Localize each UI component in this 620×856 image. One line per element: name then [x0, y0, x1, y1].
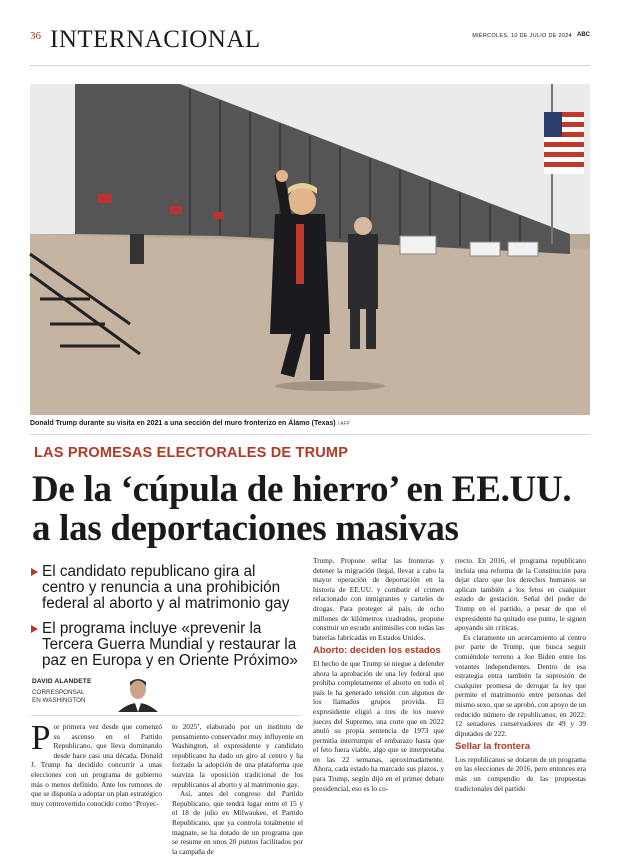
kicker: LAS PROMESAS ELECTORALES DE TRUMP	[34, 445, 349, 461]
page-number: 36	[30, 30, 41, 42]
body-paragraph: or primera vez desde que comenzó su ascenso en el Partido Republicano, que lleva dominando desde hace casi una década, Donald J. Trump ha decidido concurrir a unas elecciones con un programa de gobierno más o menos definido. Ante los rumores de que se disponía a adoptar un plan estratégico muy controvertido conocido como ‘Proyec-	[31, 722, 162, 808]
body-paragraph: El hecho de que Trump se niegue a defender ahora la aprobación de una ley federal que prohíba completamente el aborto en todo el país le ha generado tensión con algunos de los llamados grupos provida. El expresidente eligió a tres de los nueve jueces del Supremo, una corte que en 2022 anuló su propia sentencia de 1973 que permitía interrumpir el embarazo hasta que el feto fuera viable, algo que se interpretaba en las 22 semanas, aproximadamente. Ahora, cada estado ha marcado sus plazos, y para Trump, según dijo en el primer debate presidencial, eso es lo co-	[313, 658, 444, 793]
photo-caption	[30, 420, 590, 427]
author-portrait	[114, 676, 162, 712]
drop-cap: P	[31, 718, 51, 757]
author-avatar	[114, 676, 162, 712]
body-paragraph: Trump. Propone sellar las fronteras y detener la migración ilegal, llevar a cabo la mayor operación de deportación en la historia de EE.UU. y combatir el crimen relacionado con inmigrantes y carteles de drogas. Para proteger al país, de ocho millones de kilómetros cuadrados, propone construir un escudo antimisiles con todas las baterías fabricadas en Estados Unidos.	[313, 556, 444, 642]
body-paragraph: Así, antes del congreso del Partido Republicano, que tendrá lugar entre el 15 y el 18 de julio en Milwaukee, el Partido Republicano, que ya controla totalmente el magnate, se ha dotado de un programa que se resume en unos 20 puntos facilitados por la campaña de	[172, 789, 303, 856]
headline-line-2: a las deportaciones masivas	[32, 508, 459, 549]
body-column-2	[172, 722, 303, 856]
subheading-aborto: Aborto: deciden los estados	[313, 645, 441, 657]
headline	[32, 470, 592, 548]
triangle-bullet-icon	[31, 568, 38, 576]
body-column-3	[313, 556, 444, 793]
subheading-frontera: Sellar la frontera	[455, 741, 530, 753]
body-paragraph: rrecto. En 2016, el programa republicano incluía una reforma de la Constitución para dejar claro que los derechos humanos se aplican también a los fetos en cualquier estado de gestación. Señal del poder de Trump en el partido, a pesar de que el expresidente ha quitado ese punto, le siguen apoyando sin críticas.	[455, 556, 586, 633]
summary-bullet-text: El programa incluye «prevenir la Tercera Guerra Mundial y restaurar la paz en Europa y en Oriente Próximo»	[42, 620, 298, 669]
summary-bullet	[31, 564, 301, 612]
header-rule	[30, 65, 590, 66]
author-name: DAVID ALANDETE	[32, 678, 92, 685]
caption-text: Donald Trump durante su visita en 2021 a una sección del muro fronterizo en Álamo (Texas)	[30, 420, 336, 427]
brand-name: ABC	[577, 32, 590, 38]
summary-bullets	[31, 564, 301, 678]
body-column-4	[455, 556, 586, 793]
body-paragraph: to 2025’, elaborado por un instituto de pensamiento conservador muy influyente en Washington, el expresidente y candidato republicano ha dado un giro al centro y ha forzado la adopción de una plataforma que suaviza la oposición tradicional de los republicanos al aborto y al matrimonio gay.	[172, 722, 303, 789]
summary-bullet	[31, 621, 301, 669]
body-paragraph: Los republicanos se dotaron de un programa en las elecciones de 2016, pero entonces era más un compendio de las propuestas tradicionales del partido	[455, 754, 586, 793]
lead-photo	[30, 84, 590, 415]
headline-line-1: De la ‘cúpula de hierro’ en EE.UU.	[32, 469, 572, 510]
byline-rule	[31, 715, 301, 716]
author-role-line: EN WASHINGTON	[32, 697, 86, 704]
summary-bullet-text: El candidato republicano gira al centro y renuncia a una prohibición federal al aborto y al matrimonio gay	[42, 563, 290, 612]
body-column-1	[31, 718, 162, 808]
section-title: INTERNACIONAL	[50, 26, 261, 53]
photo-illustration	[30, 84, 590, 415]
page-header	[30, 26, 590, 62]
caption-rule	[30, 434, 590, 435]
triangle-bullet-icon	[31, 625, 38, 633]
author-role-line: CORRESPONSAL	[32, 689, 85, 696]
photo-credit: / AFP	[337, 421, 350, 427]
body-paragraph: Es claramente un acercamiento al centro por parte de Trump, que busca seguir comiéndole terreno a Joe Biden entre los votantes independientes. Dentro de esa estrategia entra también la supresión de cualquier promesa de derogar la ley que permite el matrimonio entre personas del mismo sexo, que se aprobó, con apoyo de un reducido número de republicanos, en 2022: 12 senadores conservadores de 49 y 39 diputados de 222.	[455, 632, 586, 738]
publication-date: MIÉRCOLES, 10 DE JULIO DE 2024	[472, 33, 572, 39]
